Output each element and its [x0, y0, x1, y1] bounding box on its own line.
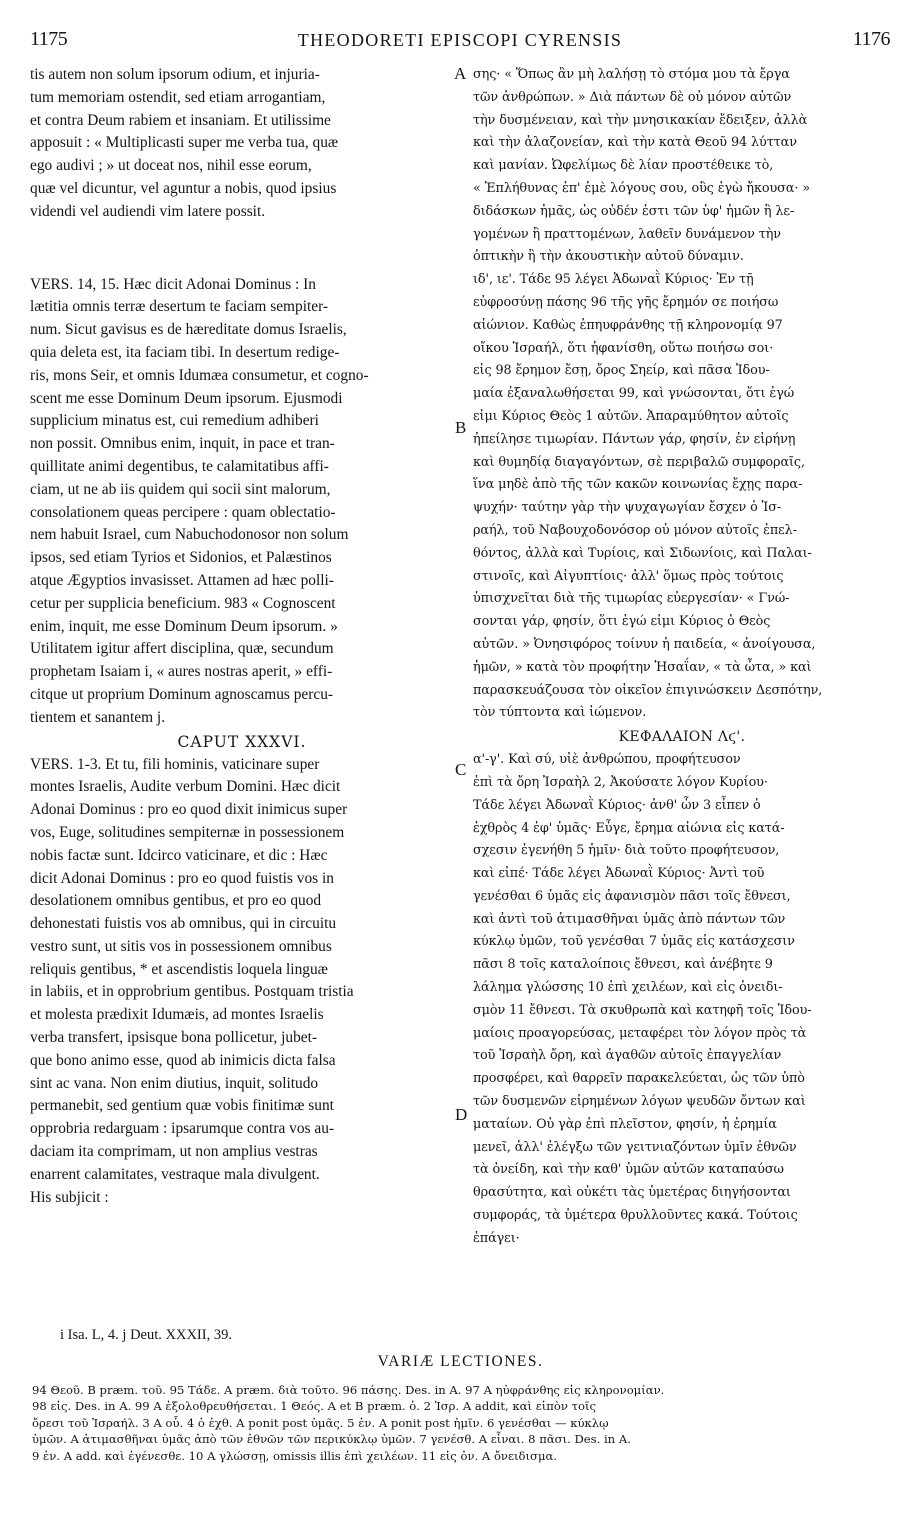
variae-lectiones-text: 94 Θεοῦ. B præm. τοῦ. 95 Τάδε. A præm. διὰ τοῦτο. 96 πάσης. Des. in A. 97 A ηὐφράνθης εἰς κληρονομίαν. 98 εἰς. Des. in A. 99 A ἐξολοθρευθήσεται. 1 Θεός. A et B præm. ὁ. 2 Ἰσρ. A addit, καὶ εἰπὸν τοῖς ὄρεσι τοῦ Ἰσραήλ. 3 A οὗ. 4 ὁ ἐχθ. A ponit post ὑμᾶς. 5 ἐν. A ponit post ἡμῖν. 6 γενέσθαι — κύκλῳ ὑμῶν. A ἀτιμασθῆναι ὑμᾶς ἀπὸ τῶν ἐθνῶν τῶν περικύκλῳ ὑμῶν. 7 γενέσθ. A εἶναι. 8 πᾶσι. Des. in A. 9 ἐν. A add. καὶ ἐγένεσθε. 10 A γλώσσῃ, omissis illis ἐπὶ χειλέων. 11 εἰς ὀν. A ὄνειδισμα. — [32, 1383, 665, 1463]
latin-paragraph-1: tis autem non solum ipsorum odium, et injuria- tum memoriam ostendit, sed etiam arrogantiam, et contra Deum rabiem et insaniam. Et utilissime apposuit : « Multiplicasti super me verba tua, quæ ego audivi ; » ut doceat nos, nihil esse eorum, quæ vel dicuntur, vel aguntur a nobis, quod ipsius videndi vel audiendi vim latere possit. — [30, 66, 339, 220]
footnotes: i Isa. L, 4. j Deut. XXXII, 39. — [60, 1327, 232, 1343]
latin-paragraph-3: VERS. 1-3. Et tu, fili hominis, vaticinare super montes Israelis, Audite verbum Domini. Hæc dicit Adonai Dominus : pro eo quod dixit inimicus super vos, Euge, solitudines sempiternæ in possessionem nobis factæ sunt. Idcirco vaticinare, et dic : Hæc dicit Adonai Dominus : pro eo quod fuistis vos in desolationem omnibus gentibus, et pro eo quod dehonestati fuistis vos ab omnibus, qui in circuitu vestro sunt, ut sitis vos in possessionem omnibus reliquis gentibus, * et ascendistis loquela linguæ in labiis, et in opprobrium gentibus. Postquam tristia et molesta prædixit Idumæis, ad montes Israelis verba transfert, ipsisque bona pollicetur, jubet- que bono animo esse, quod ab inimicis dicta falsa sint ac vana. Non enim diutius, inquit, solitudo permanebit, sed gentium quæ vobis finitimæ sunt opprobria redarguam : ipsarumque contra vos au- daciam ita comprimam, ut non amplius vestras enarrent calamitates, vestraque mala divulgent. His subjicit : — [30, 755, 354, 1206]
latin-column — [30, 64, 454, 1209]
greek-paragraph-3: α'-γ'. Καὶ σύ, υἱὲ ἀνθρώπου, προφήτευσον ἐπὶ τὰ ὄρη Ἰσραὴλ 2, Ἀκούσατε λόγον Κυρίου· Τάδε λέγει Ἀδωναῒ Κύριος· ἀνθ' ὧν 3 εἶπεν ὁ ἐχθρὸς 4 ἐφ' ὑμᾶς· Εὖγε, ἔρημα αἰώνια εἰς κατά- σχεσιν ἐγενήθη 5 ἡμῖν· διὰ τοῦτο προφήτευσον, καὶ εἰπέ· Τάδε λέγει Ἀδωναῒ Κύριος· Ἀντὶ τοῦ γενέσθαι 6 ὑμᾶς εἰς ἀφανισμὸν πᾶσι τοῖς ἔθνεσι, καὶ ἀντὶ τοῦ ἀτιμασθῆναι ὑμᾶς ἀπὸ πάντων τῶν κύκλῳ ὑμῶν, τοῦ γενέσθαι 7 ὑμᾶς εἰς κατάσχεσιν πᾶσι 8 τοῖς καταλοίποις ἔθνεσι, καὶ ἀνέβητε 9 λάλημα γλώσσης 10 ἐπὶ χειλέων, καὶ εἰς ὀνειδι- σμὸν 11 ἔθνεσι. Τὰ σκυθρωπὰ καὶ κατηφῆ τοῖς Ἰδου- μαίοις προαγορεύσας, μεταφέρει τὸν λόγον πρὸς τὰ τοῦ Ἰσραὴλ ὄρη, καὶ ἀγαθῶν αὐτοῖς ἐπαγγελίαν προσφέρει, καὶ θαρρεῖν παρακελεύεται, ὡς τῶν ὑπὸ τῶν δυσμενῶν εἰρημένων λόγων ψευδῶν ὄντων καὶ ματαίων. Οὐ γὰρ ἐπὶ πλεῖστον, φησίν, ἡ ἐρημία μενεῖ, ἀλλ' ἐλέγξω τῶν γειτνιαζόντων ὑμῖν ἐθνῶν τὰ ὀνείδη, καὶ τὴν καθ' ὑμῶν αὐτῶν καταπαύσω θρασύτητα, καὶ οὐκέτι τὰς ὑμετέρας διηγήσονται συμφοράς, τὰ ὑμέτερα θρυλλοῦντες κακά. Τούτοις ἐπάγει· — [473, 752, 812, 1246]
page-header — [30, 28, 890, 54]
margin-letter-c: C — [455, 760, 467, 779]
variae-lectiones-title: VARIÆ LECTIONES. — [377, 1353, 544, 1370]
greek-column — [473, 64, 891, 1251]
margin-letter-d: D — [455, 1105, 468, 1124]
greek-paragraph-1: σης· « Ὅπως ἂν μὴ λαλήσῃ τὸ στόμα μου τὰ ἔργα τῶν ἀνθρώπων. » Διὰ πάντων δὲ οὐ μόνον αὐτῶν τὴν δυσμένειαν, καὶ τὴν μνησικακίαν ἔδειξεν, ἀλλὰ καὶ τὴν ἀλαζονείαν, καὶ τὴν κατὰ Θεοῦ 94 λύτταν καὶ μανίαν. Ὠφελίμως δὲ λίαν προστέθεικε τὸ, « Ἐπλήθυνας ἐπ' ἐμὲ λόγους σου, οὓς ἐγὼ ἤκουσα· » διδάσκων ἡμᾶς, ὡς οὐδέν ἐστι τῶν ὑφ' ἡμῶν ἢ λε- γομένων ἢ πραττομένων, λαθεῖν δυνάμενον τὴν ὀπτικὴν ἢ τὴν ἀκουστικὴν αὐτοῦ δύναμιν. — [473, 67, 810, 265]
caput-heading: CAPUT XXXVI. — [177, 732, 307, 751]
greek-paragraph-2: ιδ', ιε'. Τάδε 95 λέγει Ἀδωναῒ Κύριος· Ἐν τῇ εὐφροσύνῃ πάσης 96 τῆς γῆς ἔρημόν σε ποιήσω αἰώνιον. Καθὼς ἐπηυφράνθης τῇ κληρονομίᾳ 97 οἴκου Ἰσραήλ, ὅτι ἠφανίσθη, οὕτω ποιήσω σοι· εἰς 98 ἔρημον ἔσῃ, ὄρος Σηείρ, καὶ πᾶσα Ἰδου- μαία ἐξαναλωθήσεται 99, καὶ γνώσονται, ὅτι ἐγώ εἰμι Κύριος Θεὸς 1 αὐτῶν. Ἀπαραμύθητον αὐτοῖς ἠπείλησε τιμωρίαν. Πάντων γάρ, φησίν, ἐν εἰρήνῃ καὶ θυμηδίᾳ διαγαγόντων, σὲ περιβαλῶ συμφοραῖς, ἵνα μηδὲ ἀπὸ τῆς τῶν κακῶν κοινωνίας ἔχῃς παρα- ψυχήν· ταύτην γὰρ τὴν ψυχαγωγίαν ἔσχεν ὁ Ἰσ- ραήλ, τοῦ Ναβουχοδονόσορ οὐ μόνον αὐτοῖς ἐπελ- θόντος, ἀλλὰ καὶ Τυρίοις, καὶ Σιδωνίοις, καὶ Παλαι- στινοῖς, καὶ Αἰγυπτίοις· ἀλλ' ὅμως πρὸς τούτοις ὑπισχνεῖται διὰ τῆς τιμωρίας εὐεργεσίαν· « Γνώ- σονται γάρ, φησίν, ὅτι ἐγώ εἰμι Κύριος ὁ Θεὸς αὐτῶν. » Ὀνησιφόρος τοίνυν ἡ παιδεία, « ἀνοίγουσα, ἡμῶν, » κατὰ τὸν προφήτην Ἡσαΐαν, « τὰ ὦτα, » καὶ παρασκευάζουσα τὸν οἰκεῖον ἐπιγινώσκειν Δεσπότην, τὸν τύπτοντα καὶ ἰώμενον. — [473, 272, 823, 721]
page-number-left: 1175 — [30, 28, 68, 50]
running-title: THEODORETI EPISCOPI CYRENSIS — [297, 30, 623, 50]
margin-letter-a: A — [454, 64, 467, 83]
kephalaion-heading: ΚΕΦΑΛΑΙΟΝ Λϛ'. — [618, 729, 746, 746]
latin-paragraph-2: VERS. 14, 15. Hæc dicit Adonai Dominus : In lætitia omnis terræ desertum te faciam sempiter- num. Sicut gavisus es de hæreditate domus Israelis, quia deleta est, ita faciam tibi. In desertum redige- ris, mons Seir, et omnis Idumæa consumetur, et cogno- scent me esse Dominum Deum ipsorum. Ejusmodi supplicium minatus est, cui remedium adhiberi non possit. Omnibus enim, inquit, in pace et tran- quillitate animi degentibus, te calamitatibus affi- ciam, ut ne ab iis quidem qui socii sint malorum, consolationem queas percipere : quam oblectatio- nem habuit Israel, cum Nabuchodonosor non solum ipsos, sed etiam Tyrios et Sidonios, et Palæstinos atque Ægyptios invasisset. Attamen ad hæc polli- cetur per supplicia beneficium. 983 « Cognoscent enim, inquit, me esse Dominum Deum ipsorum. » Utilitatem igitur affert disciplina, quæ, secundum prophetam Isaiam i, « aures nostras aperit, » effi- citque ut proprium Dominum agnoscamus percu- tientem et sanantem j. — [30, 275, 369, 726]
page-number-right: 1176 — [852, 28, 890, 50]
margin-letter-b: B — [455, 418, 467, 437]
